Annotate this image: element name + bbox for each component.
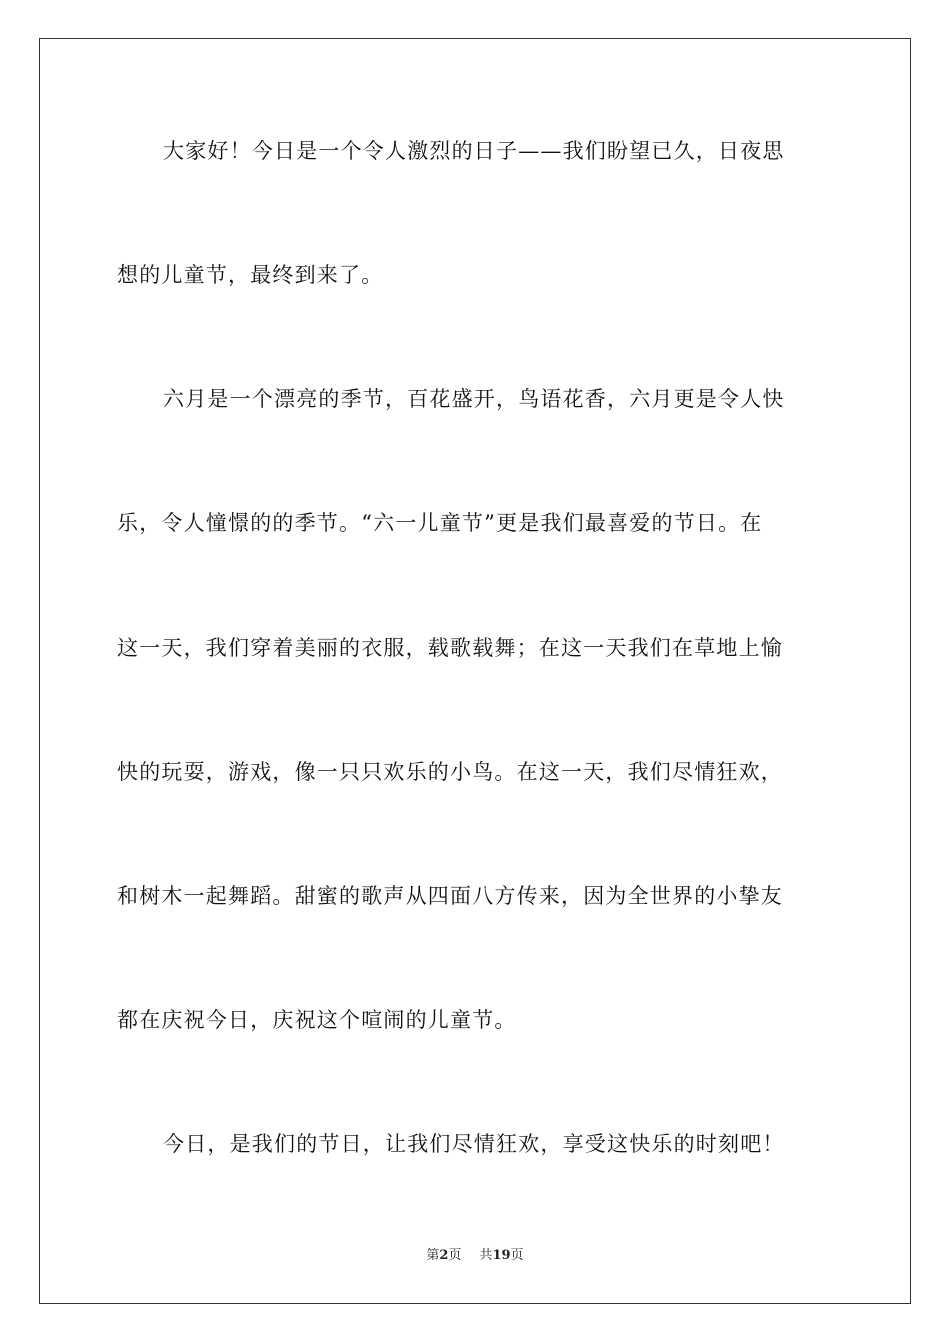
paragraph-line-2: 想的儿童节，最终到来了。 xyxy=(117,263,384,287)
page-prefix: 第 xyxy=(426,1248,440,1263)
paragraph-line-3: 六月是一个漂亮的季节，百花盛开，鸟语花香，六月更是令人快 xyxy=(163,387,785,411)
paragraph-line-6: 快的玩耍，游戏，像一只只欢乐的小鸟。在这一天，我们尽情狂欢， xyxy=(117,760,783,784)
paragraph-line-7: 和树木一起舞蹈。甜蜜的歌声从四面八方传来，因为全世界的小挚友 xyxy=(117,884,783,908)
total-pages: 19 xyxy=(492,1248,511,1263)
total-prefix: 共 xyxy=(479,1248,493,1263)
page-footer xyxy=(0,1246,950,1266)
total-suffix: 页 xyxy=(510,1248,524,1263)
paragraph-line-8: 都在庆祝今日，庆祝这个喧闹的儿童节。 xyxy=(117,1008,517,1032)
page-number: 2 xyxy=(439,1248,449,1263)
paragraph-line-9: 今日，是我们的节日，让我们尽情狂欢，享受这快乐的时刻吧！ xyxy=(163,1132,785,1156)
paragraph-line-1: 大家好！今日是一个令人激烈的日子——我们盼望已久，日夜思 xyxy=(163,139,785,163)
page-border xyxy=(39,38,911,1304)
page-suffix: 页 xyxy=(448,1248,462,1263)
paragraph-line-5: 这一天，我们穿着美丽的衣服，载歌载舞；在这一天我们在草地上愉 xyxy=(117,636,783,660)
paragraph-line-4: 乐，令人憧憬的的季节。“六一儿童节”更是我们最喜爱的节日。在 xyxy=(117,511,763,535)
